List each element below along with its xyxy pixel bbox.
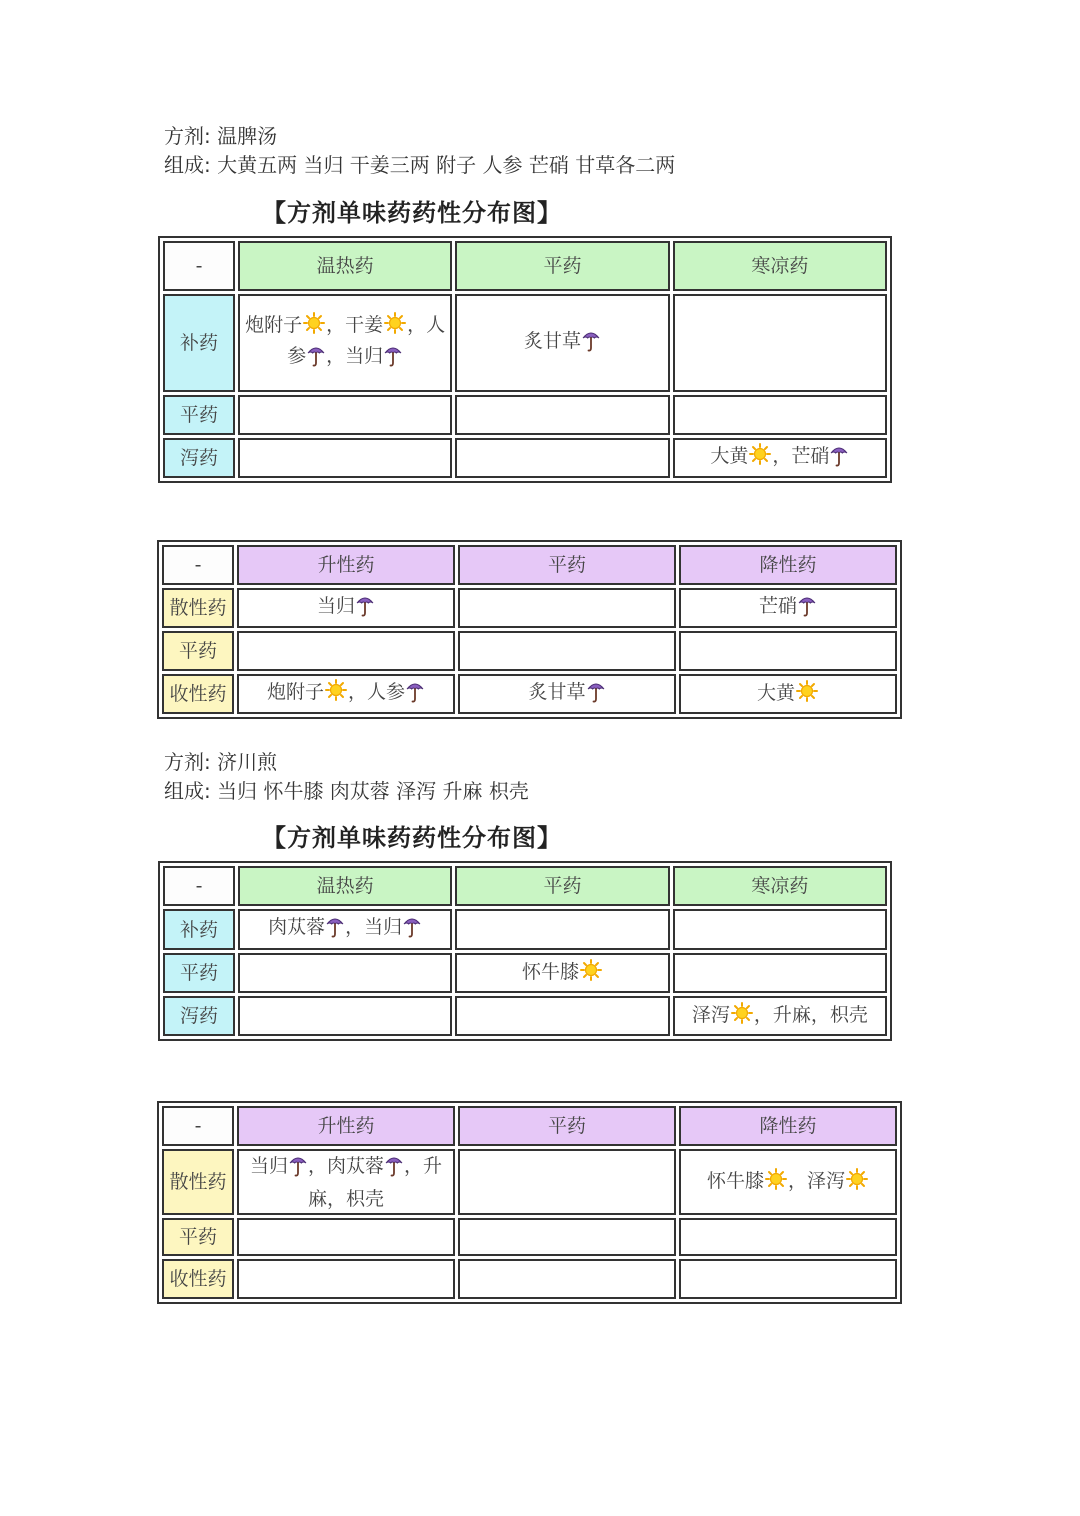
row-header-purge: 泻药	[163, 996, 235, 1036]
col-header-warm: 温热药	[238, 866, 452, 906]
cell-purge-cold	[673, 438, 887, 478]
row-header-neutral: 平药	[163, 395, 235, 435]
col-header-ascend: 升性药	[237, 545, 455, 585]
herb-text: 干姜	[345, 314, 384, 336]
cell-neutral-ascend	[237, 1218, 455, 1256]
row-header-tonify: 补药	[163, 909, 235, 950]
sun-icon	[846, 1168, 868, 1198]
herb-text: ，人参	[287, 314, 446, 367]
cell-neutral-descend	[679, 631, 897, 671]
col-header-ascend: 升性药	[237, 1106, 455, 1146]
cell-astringe-descend	[679, 674, 897, 714]
sun-icon	[580, 959, 602, 989]
umbrella-icon	[356, 593, 374, 625]
sun-icon	[749, 443, 771, 473]
cell-disperse-descend	[679, 1149, 897, 1215]
herb-text: ，升麻，枳壳	[753, 1003, 868, 1026]
herb-text: ，芒硝	[772, 444, 830, 467]
umbrella-icon	[582, 328, 600, 360]
section-heading: 【方剂单味药药性分布图】	[262, 199, 562, 227]
umbrella-icon	[403, 914, 421, 946]
herb-text: 炙甘草	[528, 680, 586, 703]
row-header-astringe: 收性药	[162, 1259, 234, 1299]
formula-composition: 组成: 大黄五两 当归 干姜三两 附子 人参 芒硝 甘草各二两	[164, 153, 676, 177]
formula-name: 方剂: 温脾汤	[164, 124, 278, 148]
col-header-warm: 温热药	[238, 241, 452, 291]
cell-astringe-neutral	[458, 1259, 676, 1299]
row-header-neutral: 平药	[162, 631, 234, 671]
row-header-neutral: 平药	[163, 953, 235, 993]
cell-astringe-ascend	[237, 674, 455, 714]
cell-neutral-neutral	[458, 1218, 676, 1256]
herb-text: 泽泻	[691, 1003, 730, 1026]
cell-tonify-neutral	[455, 294, 669, 392]
herb-text: 怀牛膝	[706, 1169, 764, 1192]
cell-purge-warm	[238, 438, 452, 478]
herb-text: 炙甘草	[523, 329, 581, 352]
cell-disperse-neutral	[458, 1149, 676, 1215]
cell-neutral-warm	[238, 395, 452, 435]
herb-text: 大黄	[710, 444, 749, 467]
property-table-warm-cold	[158, 861, 892, 1041]
herb-text: ，当归	[345, 916, 403, 938]
herb-text: 当归	[316, 594, 355, 617]
section-heading: 【方剂单味药药性分布图】	[262, 824, 562, 852]
cell-tonify-warm	[238, 294, 452, 392]
umbrella-icon	[830, 443, 848, 475]
col-header-neutral: 平药	[455, 241, 669, 291]
cell-purge-warm	[238, 996, 452, 1036]
herb-text: 炮附子	[245, 314, 303, 336]
corner-cell: -	[162, 1106, 234, 1146]
cell-neutral-descend	[679, 1218, 897, 1256]
col-header-neutral: 平药	[455, 866, 669, 906]
sun-icon	[731, 1002, 753, 1032]
cell-disperse-neutral	[458, 588, 676, 628]
col-header-descend: 降性药	[679, 545, 897, 585]
umbrella-icon	[385, 1153, 403, 1185]
sun-icon	[384, 312, 406, 342]
herb-text: ，	[326, 314, 346, 336]
herb-text: 炮附子	[266, 680, 324, 703]
cell-astringe-ascend	[237, 1259, 455, 1299]
herb-text: 怀牛膝	[521, 960, 579, 983]
corner-cell: -	[163, 866, 235, 906]
cell-astringe-descend	[679, 1259, 897, 1299]
sun-icon	[765, 1168, 787, 1198]
cell-disperse-ascend	[237, 1149, 455, 1215]
row-header-purge: 泻药	[163, 438, 235, 478]
herb-text: 芒硝	[758, 594, 797, 617]
cell-tonify-warm	[238, 909, 452, 950]
row-header-neutral: 平药	[162, 1218, 234, 1256]
col-header-cold: 寒凉药	[673, 241, 887, 291]
cell-neutral-cold	[673, 953, 887, 993]
cell-disperse-ascend	[237, 588, 455, 628]
sun-icon	[303, 312, 325, 342]
col-header-neutral: 平药	[458, 545, 676, 585]
cell-neutral-warm	[238, 953, 452, 993]
sun-icon	[796, 680, 818, 710]
cell-tonify-cold	[673, 294, 887, 392]
col-header-cold: 寒凉药	[673, 866, 887, 906]
col-header-descend: 降性药	[679, 1106, 897, 1146]
umbrella-icon	[384, 343, 402, 375]
cell-tonify-cold	[673, 909, 887, 950]
herb-text: ，肉苁蓉	[307, 1154, 384, 1177]
cell-neutral-neutral	[455, 395, 669, 435]
umbrella-icon	[798, 593, 816, 625]
cell-neutral-cold	[673, 395, 887, 435]
cell-purge-neutral	[455, 996, 669, 1036]
herb-text: ，升麻，枳壳	[307, 1154, 443, 1210]
umbrella-icon	[406, 679, 424, 711]
col-header-neutral: 平药	[458, 1106, 676, 1146]
formula-composition: 组成: 当归 怀牛膝 肉苁蓉 泽泻 升麻 枳壳	[164, 779, 529, 803]
herb-text: 当归	[249, 1154, 288, 1177]
sun-icon	[325, 679, 347, 709]
formula-name: 方剂: 济川煎	[164, 750, 278, 774]
row-header-disperse: 散性药	[162, 1149, 234, 1215]
corner-cell: -	[162, 545, 234, 585]
row-header-astringe: 收性药	[162, 674, 234, 714]
cell-neutral-neutral	[455, 953, 669, 993]
cell-tonify-neutral	[455, 909, 669, 950]
cell-disperse-descend	[679, 588, 897, 628]
umbrella-icon	[326, 914, 344, 946]
herb-text: 肉苁蓉	[268, 916, 326, 938]
herb-text: ，人参	[348, 680, 406, 703]
umbrella-icon	[289, 1153, 307, 1185]
property-table-warm-cold	[158, 236, 892, 483]
herb-text: ，泽泻	[788, 1169, 846, 1192]
cell-neutral-ascend	[237, 631, 455, 671]
cell-purge-cold	[673, 996, 887, 1036]
umbrella-icon	[587, 679, 605, 711]
row-header-disperse: 散性药	[162, 588, 234, 628]
cell-neutral-neutral	[458, 631, 676, 671]
cell-purge-neutral	[455, 438, 669, 478]
umbrella-icon	[307, 343, 325, 375]
row-header-tonify: 补药	[163, 294, 235, 392]
herb-text: 大黄	[756, 681, 795, 704]
cell-astringe-neutral	[458, 674, 676, 714]
corner-cell: -	[163, 241, 235, 291]
herb-text: ，当归	[326, 345, 384, 367]
property-table-ascend-descend	[157, 1101, 902, 1304]
property-table-ascend-descend	[157, 540, 902, 719]
